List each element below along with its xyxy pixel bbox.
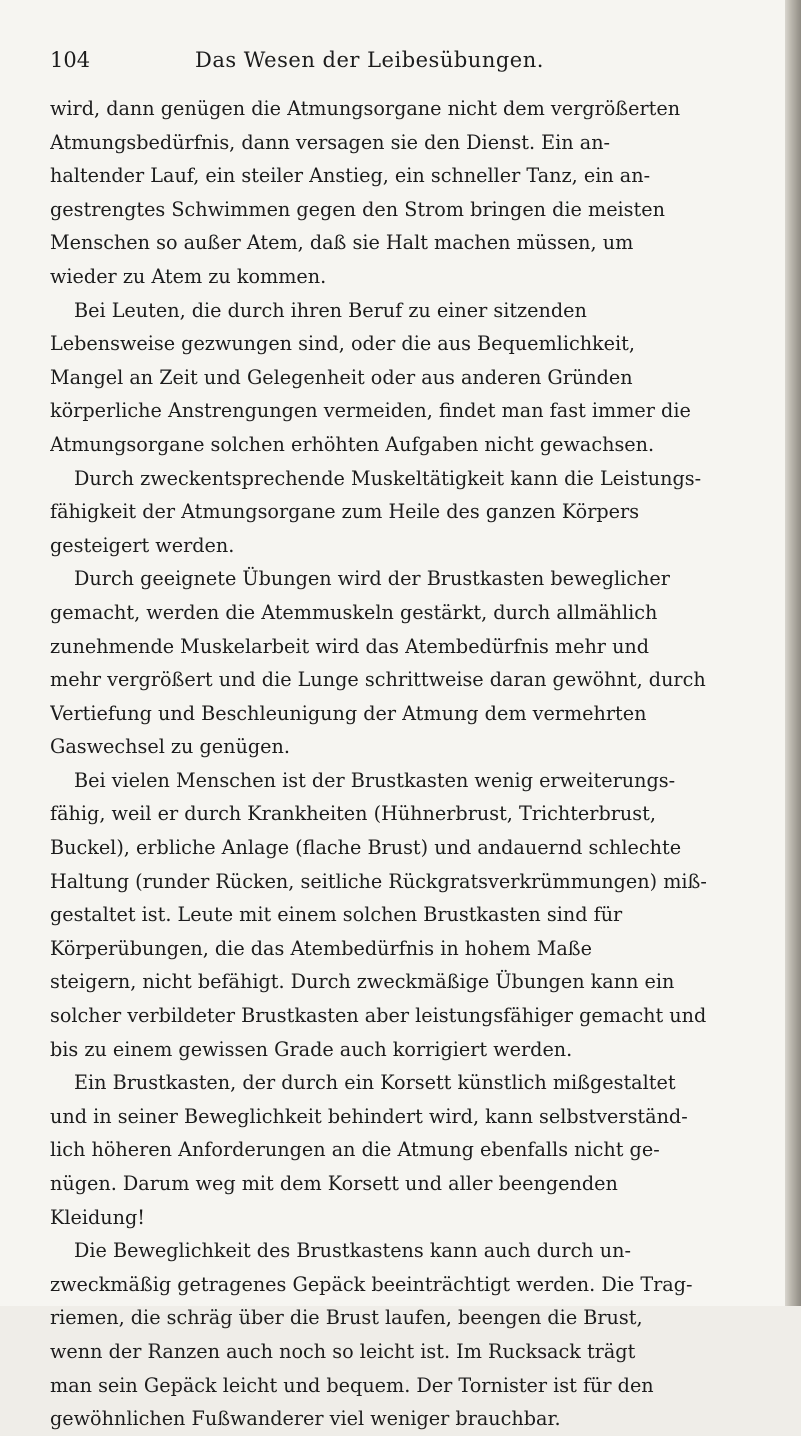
text-line: Haltung (runder Rücken, seitliche Rückgratsverkrümmungen) miß- [50,869,707,893]
text-line: lich höheren Anforderungen an die Atmung ebenfalls nicht ge- [50,1138,660,1162]
text-line: man sein Gepäck leicht und bequem. Der Tornister ist für den [50,1373,654,1397]
text-line: Die Beweglichkeit des Brustkastens kann auch durch un- [74,1239,631,1263]
page-header [50,40,730,80]
text-line: zunehmende Muskelarbeit wird das Atembedürfnis mehr und [50,634,650,658]
text-line: Menschen so außer Atem, daß sie Halt machen müssen, um [50,231,634,255]
text-line: Durch zweckentsprechende Muskeltätigkeit kann die Leistungs- [74,466,702,490]
body-text [50,92,730,1436]
text-line: Vertiefung und Beschleunigung der Atmung dem vermehrten [50,701,647,725]
text-line: Durch geeignete Übungen wird der Brustkasten beweglicher [74,567,670,591]
text-line: Mangel an Zeit und Gelegenheit oder aus anderen Gründen [50,365,633,389]
text-line: gesteigert werden. [50,533,235,557]
text-line: zweckmäßig getragenes Gepäck beeinträchtigt werden. Die Trag- [50,1272,693,1296]
text-line: fähigkeit der Atmungsorgane zum Heile des ganzen Körpers [50,500,640,524]
text-line: steigern, nicht befähigt. Durch zweckmäßige Übungen kann ein [50,970,675,994]
text-line: gemacht, werden die Atemmuskeln gestärkt, durch allmählich [50,600,658,624]
running-title: Das Wesen der Leibesübungen. [195,48,544,72]
book-edge [785,0,801,1306]
text-line: Bei Leuten, die durch ihren Beruf zu einer sitzenden [74,298,587,322]
text-line: körperliche Anstrengungen vermeiden, findet man fast immer die [50,399,691,423]
text-line: Bei vielen Menschen ist der Brustkasten wenig erweiterungs- [74,768,676,792]
text-line: fähig, weil er durch Krankheiten (Hühnerbrust, Trichterbrust, [50,802,656,826]
text-line: solcher verbildeter Brustkasten aber leistungsfähiger gemacht und [50,1004,707,1028]
text-line: nügen. Darum weg mit dem Korsett und aller beengenden [50,1172,618,1195]
text-line: Atmungsbedürfnis, dann versagen sie den Dienst. Ein an- [50,130,611,154]
text-line: riemen, die schräg über die Brust laufen, beengen die Brust, [50,1306,643,1330]
text-line: Gaswechsel zu genügen. [50,735,290,759]
text-line: haltender Lauf, ein steiler Anstieg, ein schneller Tanz, ein an- [50,164,651,188]
text-line: Lebensweise gezwungen sind, oder die aus Bequemlichkeit, [50,332,635,356]
text-line: Körperübungen, die das Atembedürfnis in hohem Maße [50,936,592,960]
text-line: mehr vergrößert und die Lunge schrittweise daran gewöhnt, durch [50,668,706,692]
text-line: wieder zu Atem zu kommen. [50,264,327,288]
text-line: wird, dann genügen die Atmungsorgane nicht dem vergrößerten [50,97,681,120]
text-line: Atmungsorgane solchen erhöhten Aufgaben nicht gewachsen. [50,432,655,456]
text-line: Ein Brustkasten, der durch ein Korsett künstlich mißgestaltet [74,1071,676,1095]
text-line: bis zu einem gewissen Grade auch korrigiert werden. [50,1037,573,1061]
text-line: gewöhnlichen Fußwanderer viel weniger brauchbar. [50,1407,561,1431]
text-line: gestrengtes Schwimmen gegen den Strom bringen die meisten [50,197,665,221]
text-line: Buckel), erbliche Anlage (flache Brust) und andauernd schlechte [50,836,682,860]
text-line: wenn der Ranzen auch noch so leicht ist. Im Rucksack trägt [50,1339,636,1363]
text-line: Kleidung! [50,1205,145,1229]
text-line: gestaltet ist. Leute mit einem solchen Brustkasten sind für [50,903,623,927]
text-line: und in seiner Beweglichkeit behindert wird, kann selbstverständ- [50,1104,688,1128]
page-number: 104 [50,48,91,72]
